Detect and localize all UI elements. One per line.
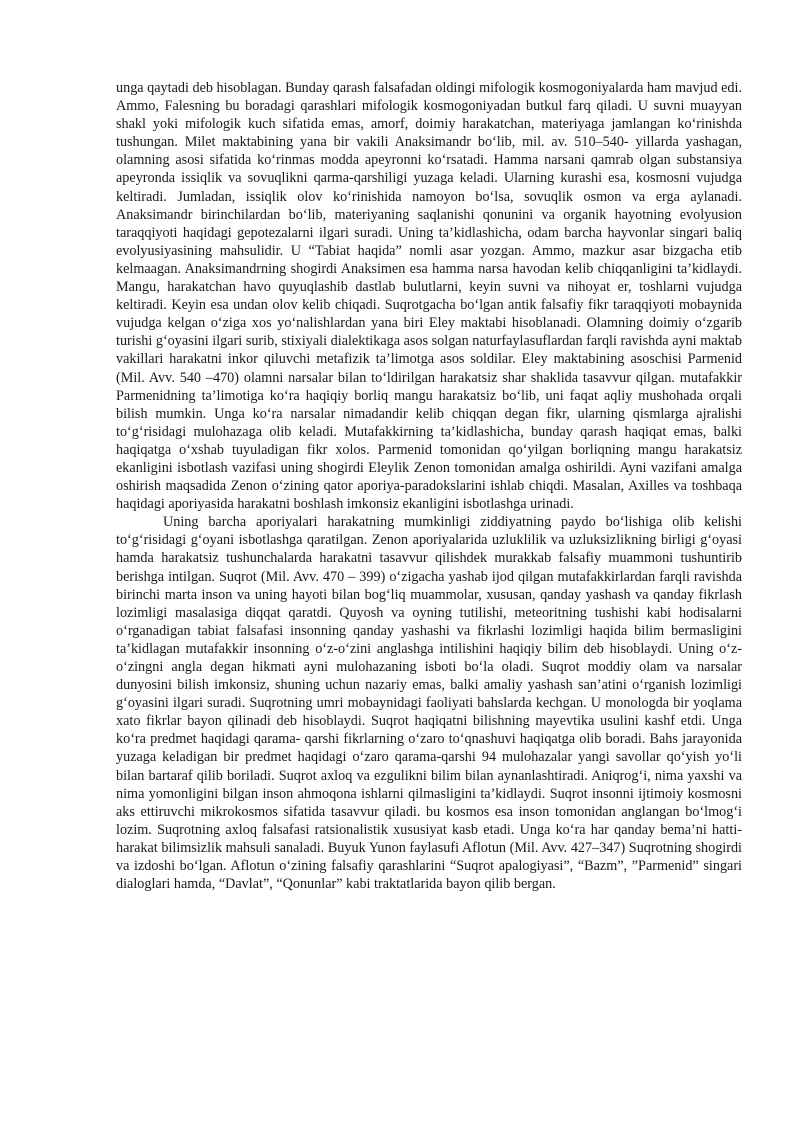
paragraph-1: unga qaytadi deb hisoblagan. Bunday qarash falsafadan oldingi mifologik kosmogoniyalarda ham mavjud edi. Ammo, Falesning bu boradagi qarashlari mifologik kosmogoniyadan butkul farq qiladi. U suvni muayyan shakl yoki mifologik kuch sifatida emas, amorf, doimiy harakatchan, materiyaga jamlangan ko‘rinishda tushungan. Milet maktabining yana bir vakili Anaksimandr bo‘lib, mil. av. 510–540- yillarda yashagan, olamning asosi sifatida ko‘rinmas modda apeyronni ko‘rsatadi. Hamma narsani qamrab olgan substansiya apeyronda issiqlik va sovuqlikni qarma-qarshiligi yuzaga keladi. Ularning kurashi esa, kosmosni vujudga keltiradi. Jumladan, issiqlik olov ko‘rinishida namoyon bo‘lsa, sovuqlik osmon va erga aylanadi. Anaksimandr birinchilardan bo‘lib, materiyaning saqlanishi qonunini va organik hayotning evolyusion taraqqiyoti haqidagi gepotezalarni ilgari suradi. Uning ta’kidlashicha, odam barcha hayvonlar singari baliq evolyusiyasining mahsulidir. U “Tabiat haqida” nomli asar yozgan. Ammo, mazkur asar bizgacha etib kelmaagan. Anaksimandrning shogirdi Anaksimen esa hamma narsa havodan kelib chiqqanligini ta’kidlaydi. Mangu, harakatchan havo quyuqlashib dastlab bulutlarni, keyin suvni va nihoyat er, toshlarni vujudga keltiradi. Keyin esa undan olov kelib chiqadi. Suqrotgacha bo‘lgan antik falsafiy fikr taraqqiyoti mobaynida vujudga kelgan o‘ziga xos yo‘nalishlardan yana biri Eley maktabi hisoblanadi. Olamning doimiy o‘zgarib turishi g‘oyasini ilgari surib, stixiyali dialektikaga asos solgan naturfaylasuflardan farqli ravishda ayni maktab vakillari harakatni inkor qiluvchi metafizik ta’limotga asos soldilar. Eley maktabining asoschisi Parmenid (Mil. Avv. 540 –470) olamni narsalar bilan to‘ldirilgan harakatsiz shar shaklida tasavvur qilgan. mutafakkir Parmenidning ta’limotiga ko‘ra haqiqiy borliq mangu harakatsiz bo‘lib, uni faqat aqliy mushohada orqali bilish mumkin. Unga ko‘ra narsalar nimadandir kelib chiqqan degan fikr, ularning qismlarga ajralishi to‘g‘risidagi mulohazaga olib keladi. Mutafakkirning ta’kidlashicha, bunday qarash haqiqat emas, balki haqiqatga o‘xshab tuyuladigan fikr xolos. Parmenid tomonidan qo‘yilgan borliqning mangu harakatsiz ekanligini isbotlash vazifasi uning shogirdi Eleylik Zenon tomonidan amalga oshirildi. Ayni vazifani amalga oshirish maqsadida Zenon o‘zining qator aporiya-paradokslarini ishlab chiqdi. Masalan, Axilles va toshbaqa haqidagi aporiyasida harakatni boshlash imkonsiz ekanligini isbotlashga urinadi.	[116, 80, 742, 513]
document-page	[116, 79, 742, 893]
paragraph-2: Uning barcha aporiyalari harakatning mumkinligi ziddiyatning paydo bo‘lishiga olib kelishi to‘g‘risidagi g‘oyani isbotlashga qaratilgan. Zenon aporiyalarida uzluklilik va uzluksizlikning birligi g‘oyasi hamda harakatsiz tushunchalarda harakatni tasavvur qilishdek murakkab falsafiy muammoni tushuntirib berishga intilgan. Suqrot (Mil. Avv. 470 – 399) o‘zigacha yashab ijod qilgan mutafakkirlardan farqli ravishda birinchi marta inson va uning hayoti bilan bog‘liq muammolar, xususan, qanday yashash va qanday fikrlash lozimligi masalasiga diqqat qaratdi. Quyosh va oyning tutilishi, meteoritning tushishi kabi hodisalarni o‘rganadigan tabiat falsafasi insonning qanday yashashi va fikrlashi lozimligi haqida bilim bermasligini ta’kidlagan mutafakkir insonning o‘z-o‘zini anglashga intilishini haqiqiy bilim deb hisoblaydi. Uning o‘z-o‘zingni angla degan hikmati ayni mulohazaning isboti bo‘la oladi. Suqrot moddiy olam va narsalar dunyosini bilish imkonsiz, shuning uchun nazariy emas, balki amaliy yashash san’atini o‘rganish lozimligi g‘oyasini ilgari suradi. Suqrotning umri mobaynidagi faoliyati bahslarda kechgan. U monologda bir yoqlama xato fikrlar bayon qilinadi deb hisoblaydi. Suqrot haqiqatni bilishning mayevtika usulini kashf etdi. Unga ko‘ra predmet haqidagi qarama- qarshi fikrlarning o‘zaro to‘qnashuvi haqiqatga olib boradi. Bahs jarayonida yuzaga keladigan bir predmet haqidagi o‘zaro qarama-qarshi 94 mulohazalar yangi savollar qo‘yish yo‘li bilan bartaraf qilib boriladi. Suqrot axloq va ezgulikni bilim bilan aynanlashtiradi. Aniqrog‘i, nima yaxshi va nima yomonligini bilgan inson ahmoqona ishlarni qilmasligini ta’kidlaydi. Suqrot insonni ijtimoiy kosmosni aks ettiruvchi mikrokosmos sifatida tasavvur qiladi. bu kosmos esa inson tomonidan anglangan bo‘lmog‘i lozim. Suqrotning axloq falsafasi ratsionalistik xususiyat kasb etadi. Unga ko‘ra har qanday bema’ni hatti-harakat bilimsizlik mahsuli sanaladi. Buyuk Yunon faylasufi Aflotun (Mil. Avv. 427–347) Suqrotning shogirdi va izdoshi bo‘lgan. Aflotun o‘zining falsafiy qarashlarini “Suqrot apalogiyasi”, “Bazm”, ”Parmenid” singari dialoglari hamda, “Davlat”, “Qonunlar” kabi traktatlarida bayon qilib bergan.	[116, 514, 742, 893]
